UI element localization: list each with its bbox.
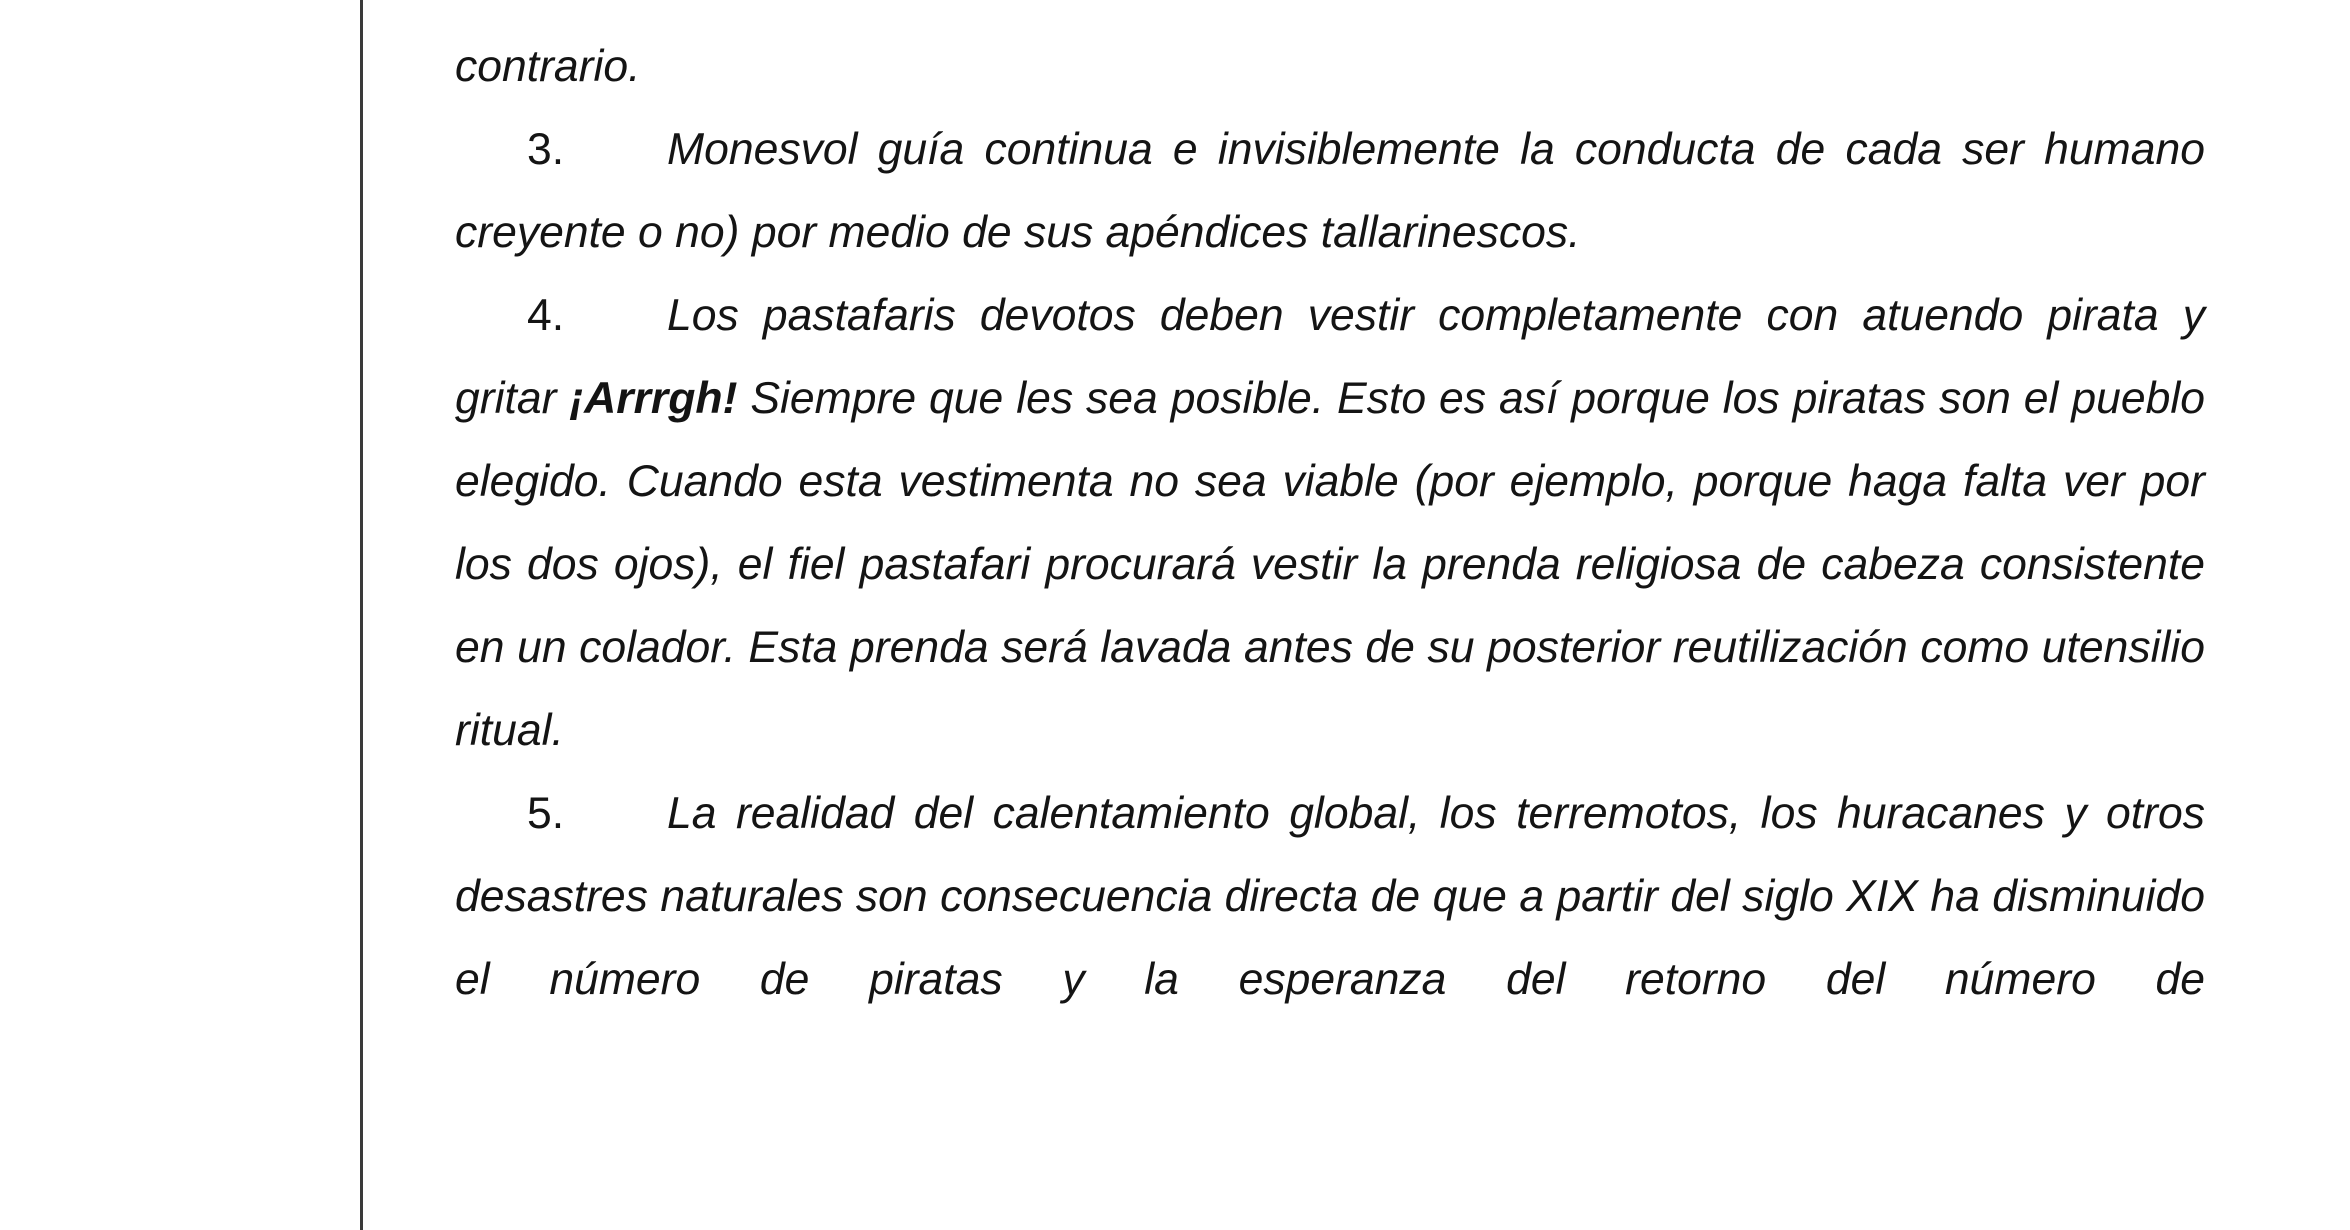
list-item: [455, 274, 2205, 772]
previous-paragraph-text: contrario.: [455, 42, 641, 91]
list-item-text: La realidad del calentamiento global, los terremotos, los huracanes y otros desastres naturales son consecuencia directa de que a partir del siglo XIX ha disminuido el número de piratas y la esperanza del retorno del número de: [455, 789, 2205, 1004]
list-item-number: 5.: [527, 789, 565, 838]
previous-paragraph-end: [455, 25, 2205, 108]
list-item-text-after-emphasis: Siempre que les sea posible. Esto es así porque los piratas son el pueblo elegido. Cuando esta vestimenta no sea viable (por ejemplo, porque haga falta ver por los dos ojos), el fiel pastafari procurará vestir la prenda religiosa de cabeza consistente en un colador. Esta prenda será lavada antes de su posterior reutilización como utensilio ritual.: [455, 374, 2205, 755]
list-item-number: 4.: [527, 291, 565, 340]
list-item: [455, 772, 2205, 1021]
list-item: [455, 108, 2205, 274]
list-item-text: Monesvol guía continua e invisiblemente la conducta de cada ser humano creyente o no) por medio de sus apéndices tallarinescos.: [455, 125, 2205, 257]
list-item-text-before-emphasis: Los pastafaris devotos deben vestir completamente con atuendo pirata y gritar: [455, 291, 2205, 423]
page-left-border: [360, 0, 363, 1230]
document-body: [455, 25, 2205, 1021]
list-item-number: 3.: [527, 125, 565, 174]
emphasized-exclamation: ¡Arrrgh!: [569, 374, 738, 423]
